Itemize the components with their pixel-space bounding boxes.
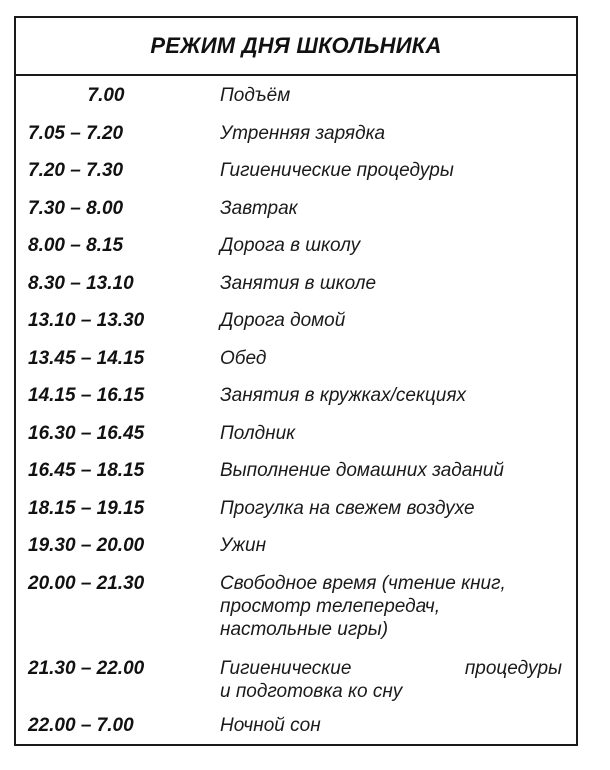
activity-line: Ночной сон xyxy=(220,714,321,736)
activity-line: Гигиенические процедуры xyxy=(220,160,454,181)
row-activity xyxy=(208,234,576,257)
activity-word: процедуры xyxy=(464,657,562,679)
table-row xyxy=(16,422,576,460)
activity-line: Занятия в школе xyxy=(220,272,377,294)
row-activity xyxy=(208,534,576,557)
table-row xyxy=(16,384,576,422)
row-activity xyxy=(208,497,576,520)
row-activity xyxy=(208,84,576,107)
table-row xyxy=(16,657,576,714)
row-time: 18.15 – 19.15 xyxy=(28,497,145,519)
row-time: 16.30 – 16.45 xyxy=(28,422,145,444)
row-time: 16.45 – 18.15 xyxy=(28,460,145,481)
activity-line: Подъём xyxy=(220,85,291,106)
activity-line: просмотр телепередач, xyxy=(220,595,441,617)
row-activity xyxy=(208,272,576,295)
row-activity xyxy=(208,309,576,332)
schedule-rows xyxy=(16,76,576,751)
row-time: 21.30 – 22.00 xyxy=(28,657,145,679)
activity-line: Дорога домой xyxy=(220,310,346,331)
activity-line: Выполнение домашних заданий xyxy=(220,460,504,481)
table-row xyxy=(16,197,576,235)
activity-line: Прогулка на свежем воздухе xyxy=(220,497,475,519)
row-activity xyxy=(208,459,576,482)
row-activity xyxy=(208,384,576,407)
row-activity xyxy=(208,122,576,145)
table-row xyxy=(16,84,576,122)
activity-line: Завтрак xyxy=(220,197,298,219)
table-row xyxy=(16,534,576,572)
table-row xyxy=(16,459,576,497)
table-row xyxy=(16,122,576,160)
row-time: 22.00 – 7.00 xyxy=(28,714,134,736)
row-activity xyxy=(208,159,576,182)
table-row xyxy=(16,309,576,347)
activity-line: настольные игры) xyxy=(220,618,389,640)
table-row xyxy=(16,497,576,535)
table-row xyxy=(16,272,576,310)
schedule-table xyxy=(14,16,578,746)
schedule-title: РЕЖИМ ДНЯ ШКОЛЬНИКА xyxy=(16,18,576,76)
activity-line: Дорога в школу xyxy=(220,235,361,256)
activity-line: Занятия в кружках/секциях xyxy=(220,385,466,406)
row-time: 14.15 – 16.15 xyxy=(28,385,145,406)
row-time: 8.30 – 13.10 xyxy=(28,272,134,294)
activity-line xyxy=(220,657,562,680)
table-row xyxy=(16,347,576,385)
row-activity xyxy=(208,714,576,737)
row-time: 13.10 – 13.30 xyxy=(28,310,145,331)
table-row xyxy=(16,714,576,752)
row-time: 7.05 – 7.20 xyxy=(28,122,124,144)
row-activity xyxy=(208,422,576,445)
activity-line: Полдник xyxy=(220,422,296,444)
table-row xyxy=(16,159,576,197)
row-time: 19.30 – 20.00 xyxy=(28,535,145,556)
table-row xyxy=(16,234,576,272)
row-activity xyxy=(208,657,576,703)
row-time: 7.30 – 8.00 xyxy=(28,197,124,219)
row-time: 7.20 – 7.30 xyxy=(28,160,124,181)
row-time: 13.45 – 14.15 xyxy=(28,347,145,369)
activity-line: Утренняя зарядка xyxy=(220,122,386,144)
activity-line: Обед xyxy=(220,347,267,369)
table-row xyxy=(16,572,576,657)
row-time: 8.00 – 8.15 xyxy=(28,235,124,256)
activity-line: Свободное время (чтение книг, xyxy=(220,572,506,594)
activity-word: Гигиенические xyxy=(220,657,352,679)
row-time: 7.00 xyxy=(87,85,125,106)
activity-line: Ужин xyxy=(220,535,267,556)
row-activity xyxy=(208,347,576,370)
row-activity xyxy=(208,197,576,220)
row-activity xyxy=(208,572,576,641)
row-time: 20.00 – 21.30 xyxy=(28,572,145,594)
activity-line: и подготовка ко сну xyxy=(220,680,403,702)
